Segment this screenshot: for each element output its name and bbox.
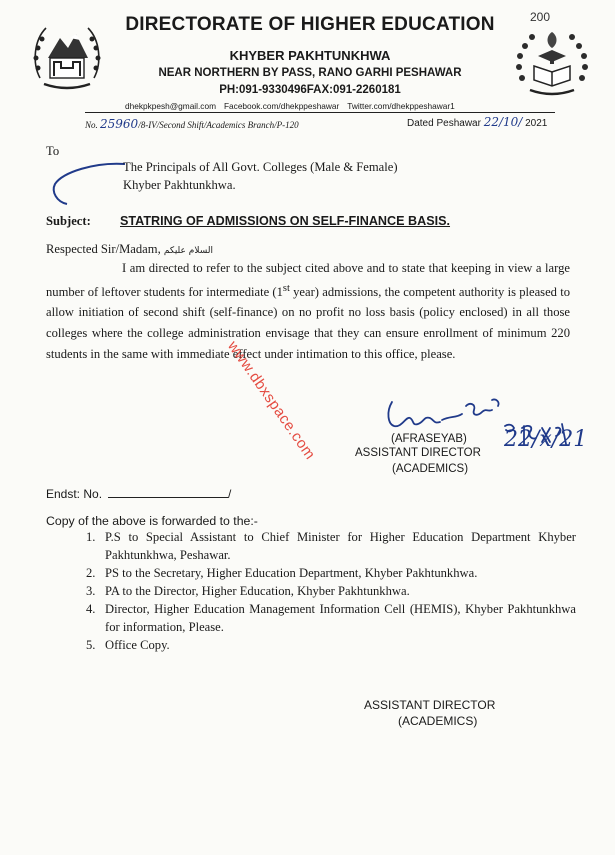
ref-no-suffix: /8-IV/Second Shift/Academics Branch/P-120 — [138, 120, 299, 130]
dated-field — [407, 115, 547, 129]
list-item: 5. Office Copy. — [86, 638, 170, 652]
handwritten-date-visible: 22/x/21 — [504, 427, 588, 452]
facebook-handle: Facebook.com/dhekppeshawar — [223, 101, 340, 111]
phone-fax: PH:091-9330496FAX:091-2260181 — [219, 84, 401, 96]
email-address: dhekpkpesh@gmail.com — [125, 101, 216, 111]
copy-forwarded-intro: Copy of the above is forwarded to the:- — [46, 514, 258, 528]
ref-no-handwritten: 25960 — [100, 117, 139, 131]
body-text-2: year) admissions, the competent authority is pleased to allow initiation of second shift (self-finance) on no profit no loss basis (policy enclosed) in all those colleges where the college administration envisage that they can ensure enrollment of minimum 220 students in the same with immediate effect under intimation to this office, please. — [46, 284, 570, 361]
list-item: 4. Director, Higher Education Management Information Cell (HEMIS), Khyber Pakhtunkhwa for information, Please. — [86, 602, 576, 634]
ref-no-prefix: No. — [85, 120, 98, 130]
letter-body — [46, 258, 570, 364]
salutation-text: Respected Sir/Madam, — [46, 242, 161, 256]
list-item: 3. PA to the Director, Higher Education, Khyber Pakhtunkhwa. — [86, 584, 410, 598]
salutation-urdu: السلام علیکم — [163, 246, 213, 256]
body-superscript: st — [282, 282, 290, 294]
endst-label: Endst: No. — [46, 487, 103, 501]
subject-label: Subject: — [46, 214, 91, 228]
subject-text: STATRING OF ADMISSIONS ON SELF-FINANCE BASIS. — [120, 214, 451, 228]
signatory-title: ASSISTANT DIRECTOR — [355, 447, 481, 459]
to-label: To — [46, 144, 60, 158]
twitter-handle: Twitter.com/dhekppeshawar1 — [347, 101, 455, 111]
higher-education-emblem-logo — [512, 22, 592, 100]
copy-recipient-list — [86, 528, 576, 654]
footer-signatory-dept: (ACADEMICS) — [398, 714, 478, 728]
salutation — [46, 242, 213, 257]
watermark: www.dbxspace.com — [224, 338, 319, 463]
endst-blank-line — [108, 487, 228, 498]
directorate-title: DIRECTORATE OF HIGHER EDUCATION — [125, 14, 495, 35]
contact-line — [125, 101, 505, 111]
body-text-1: I am directed to refer to the subject cited above and to state that keeping in view a large number of leftover students for intermediate (1 — [46, 261, 570, 299]
kp-emblem-logo — [30, 18, 104, 98]
header-divider — [85, 112, 555, 113]
dated-year: 2021 — [525, 118, 548, 129]
province-name: KHYBER PAKHTUNKHWA — [229, 48, 391, 63]
signatory-name: (AFRASEYAB) — [391, 433, 467, 445]
endst-slash: / — [228, 487, 232, 501]
footer-signatory-title: ASSISTANT DIRECTOR — [364, 698, 496, 712]
pen-stroke-mark — [45, 158, 135, 208]
signatory-dept: (ACADEMICS) — [392, 463, 469, 475]
dated-handwritten: 22/10/ — [483, 115, 523, 129]
office-address: NEAR NORTHERN BY PASS, RANO GARHI PESHAWAR — [158, 67, 462, 79]
addressee-line-2: Khyber Pakhtunkhwa. — [123, 178, 236, 192]
page-number: 200 — [530, 10, 551, 24]
dated-label: Dated Peshawar — [407, 118, 481, 129]
list-item: 2. PS to the Secretary, Higher Education Department, Khyber Pakhtunkhwa. — [86, 566, 478, 580]
endorsement-number — [46, 487, 231, 501]
reference-number — [85, 117, 299, 131]
addressee-line-1: The Principals of All Govt. Colleges (Male & Female) — [123, 160, 398, 174]
list-item: 1. P.S to Special Assistant to Chief Minister for Higher Education Department Khyber Pakhtunkhwa, Peshawar. — [86, 530, 576, 562]
